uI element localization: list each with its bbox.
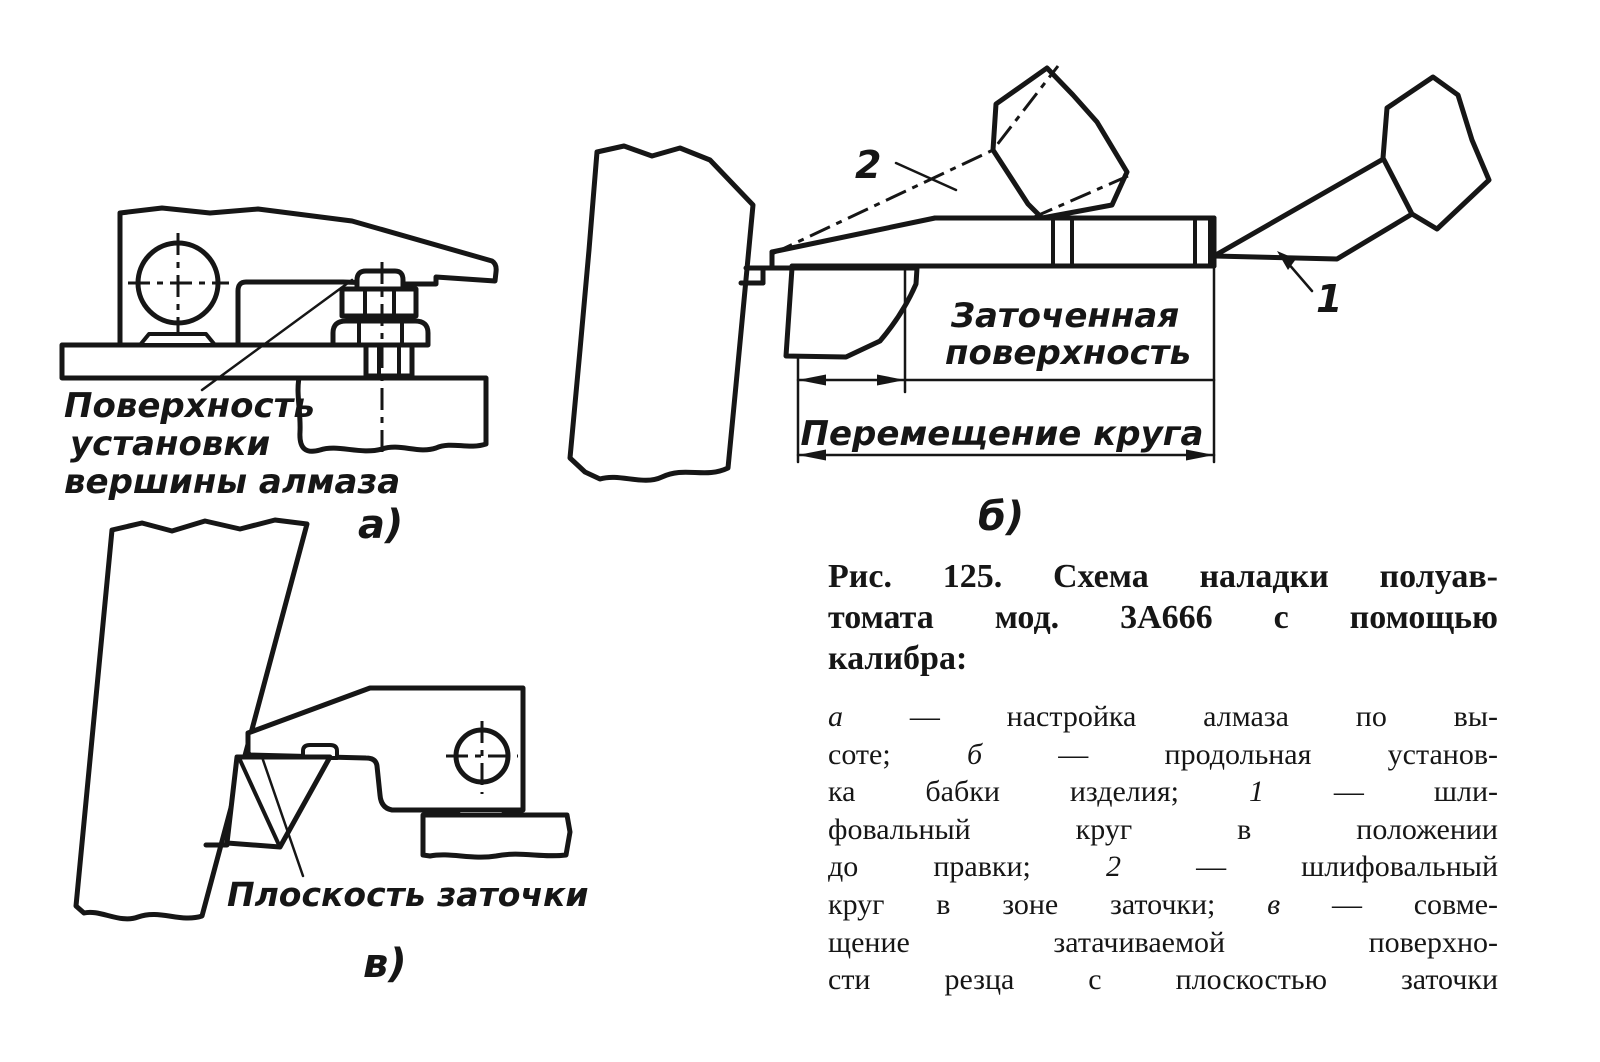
figure-caption (828, 556, 1498, 999)
panel-b-label: б) (978, 494, 1025, 540)
sharpened-tool-flank (786, 268, 917, 357)
grinding-wheel-side-view (570, 146, 753, 480)
panel-a-annotation: установки (70, 424, 271, 464)
panel-a-annotation: Поверхность (64, 386, 315, 426)
caption-body (828, 698, 1498, 999)
caption-title-line: Рис. 125. Схема наладки полуав- (828, 558, 1498, 595)
panel-a-annotation: вершины алмаза (64, 462, 401, 502)
caption-line: щение затачиваемой поверхно- (828, 925, 1498, 959)
caption-line: а — настройка алмаза по вы- (828, 700, 1498, 733)
base-plate (62, 345, 412, 378)
callout-2: 2 (855, 143, 882, 187)
wheel-before-dressing (1214, 77, 1489, 321)
wheel-travel-text: Перемещение круга (800, 414, 1204, 454)
caption-line: соте; б — продольная установ- (828, 737, 1498, 771)
panel-b-drawing (555, 60, 1555, 540)
sharpened-surface-text: Заточенная (950, 296, 1180, 336)
caption-line: сти резца с плоскостью заточки (828, 963, 1498, 997)
grinding-wheel-side-view (76, 520, 307, 919)
panel-a-drawing (55, 185, 550, 548)
panel-c-label: в) (363, 941, 407, 987)
callout-1: 1 (1316, 277, 1343, 321)
caption-line: ка бабки изделия; 1 — шли- (828, 775, 1498, 809)
caption-line: до правки; 2 — шлифовальный (828, 850, 1498, 884)
wheel-in-sharpening-zone (772, 66, 1128, 254)
callout-2-leader (896, 163, 956, 190)
support-block (298, 378, 486, 451)
caption-title-line: калибра: (828, 640, 968, 677)
caption-title-line: томата мод. 3А666 с помощью (828, 599, 1498, 636)
caption-line: круг в зоне заточки; в — совме- (828, 887, 1499, 921)
caption-line: фовальный круг в положении (828, 812, 1498, 846)
locating-pad (140, 334, 215, 345)
panel-c-drawing (60, 505, 600, 1000)
panel-a-label: а) (358, 502, 404, 548)
panel-c-annotation: Плоскость заточки (227, 875, 589, 914)
base-plate (423, 806, 570, 857)
sharpened-surface-text: поверхность (945, 333, 1191, 373)
caption-title (828, 556, 1498, 679)
